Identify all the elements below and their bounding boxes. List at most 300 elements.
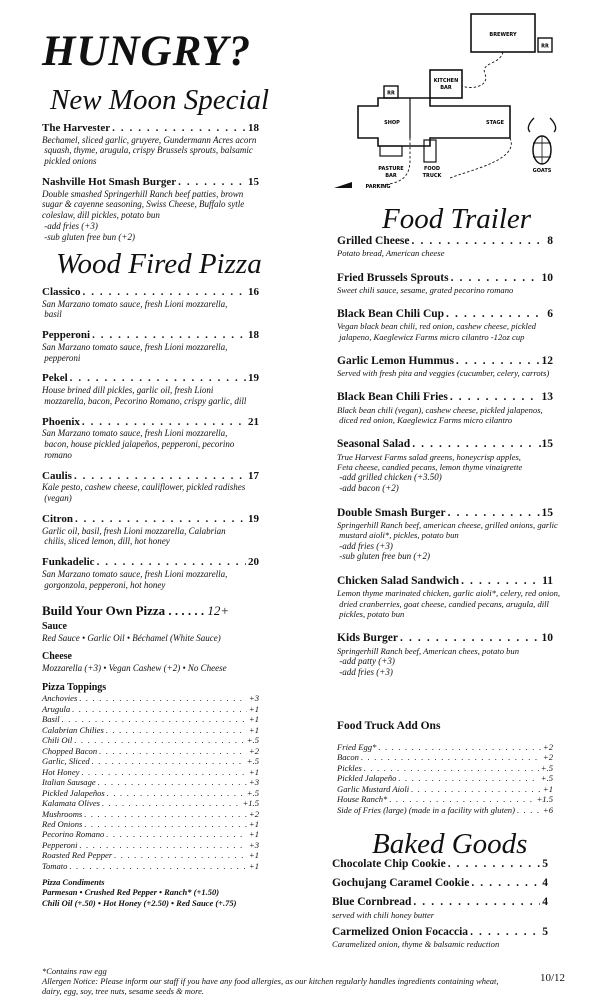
menu-item-row xyxy=(42,329,259,342)
menu-item-row xyxy=(42,286,259,299)
menu-item-description: (vegan) xyxy=(42,493,72,504)
list-item xyxy=(42,850,259,860)
menu-item-name: Classico xyxy=(42,286,81,298)
dot-leader xyxy=(448,507,540,520)
list-item xyxy=(42,693,259,703)
dot-leader xyxy=(378,742,541,752)
menu-item-description: Black bean chili (vegan), cashew cheese, pickled jalapenos, xyxy=(337,404,543,415)
list-item-name: Italian Sausage xyxy=(42,777,96,788)
food-trailer-title: Food Trailer xyxy=(382,203,532,235)
list-item-name: Mushrooms xyxy=(42,808,83,819)
dot-leader xyxy=(470,926,540,939)
list-item-price: +.5 xyxy=(540,773,553,784)
condiments-line-1: Parmesan • Crushed Red Pepper • Ranch* (+1.50) xyxy=(42,887,220,898)
venue-map xyxy=(330,10,610,200)
list-item-price: +1 xyxy=(248,819,259,829)
menu-item-description: Sweet chili sauce, sesame, grated pecorino romano xyxy=(337,284,514,295)
dot-leader xyxy=(102,798,240,808)
list-item-name: Anchovies xyxy=(42,693,78,704)
list-item-name: Arugula xyxy=(42,703,71,714)
list-item-name: Pickles xyxy=(337,762,362,773)
pizza-list xyxy=(42,286,259,599)
menu-item-description: San Marzano tomato sauce, fresh Lioni mozzarella, xyxy=(42,428,228,439)
menu-item-price: .15 xyxy=(538,438,553,451)
list-item xyxy=(42,704,259,714)
map-pasture-bar xyxy=(380,146,402,156)
list-item xyxy=(42,861,259,871)
menu-item xyxy=(42,556,259,590)
menu-item-description: pepperoni xyxy=(42,352,81,363)
list-item xyxy=(337,805,553,815)
menu-item-option: -add bacon (+2) xyxy=(337,482,399,493)
menu-item-name: Phoenix xyxy=(42,415,80,428)
menu-item-option: -sub gluten free bun (+2) xyxy=(42,231,135,242)
menu-item-name: Blue Cornbread xyxy=(332,896,412,909)
menu-item xyxy=(337,308,553,342)
dot-leader xyxy=(412,438,536,451)
menu-item-description: Garlic oil, basil, fresh Lioni mozzarella, Calabrian xyxy=(42,525,226,536)
toppings-label: Pizza Toppings xyxy=(42,682,107,694)
menu-item-description: served with chili honey butter xyxy=(332,909,435,920)
menu-item-price: 4 xyxy=(542,877,548,890)
menu-item-row xyxy=(337,355,553,368)
list-item xyxy=(42,767,259,777)
dot-leader xyxy=(450,391,540,404)
menu-item-name: Citron xyxy=(42,512,73,525)
menu-item xyxy=(332,877,548,890)
list-item-price: +1 xyxy=(248,829,259,840)
list-item xyxy=(42,840,259,850)
menu-item-description: Served with fresh pita and veggies (cucumber, celery, carrots) xyxy=(337,368,550,379)
list-item-name: Fried Egg* xyxy=(337,742,377,752)
dot-leader xyxy=(471,877,540,890)
dot-leader xyxy=(79,840,246,850)
dot-leader xyxy=(84,819,247,829)
list-item-name: Pecorino Romano xyxy=(42,829,105,840)
dot-leader xyxy=(461,575,540,588)
dot-leader xyxy=(82,416,246,429)
list-item xyxy=(337,784,553,794)
menu-item xyxy=(42,513,259,547)
list-item xyxy=(337,742,553,752)
menu-item-option: -add grilled chicken (+3.50) xyxy=(337,472,442,483)
menu-item-name: Kids Burger xyxy=(337,632,399,645)
dot-leader xyxy=(412,235,546,248)
list-item-name: Basil xyxy=(42,714,60,725)
list-item-name: Garlic Mustard Aioli xyxy=(337,783,410,794)
dot-leader xyxy=(178,176,246,189)
menu-item xyxy=(337,235,553,259)
map-kitchen-bar xyxy=(430,70,462,98)
pizza-title: Wood Fired Pizza xyxy=(56,248,262,280)
menu-item-description: Springerhill Ranch beef, American chees, potato bun xyxy=(337,645,520,656)
menu-item-option: -add fries (+3) xyxy=(337,666,393,677)
menu-item xyxy=(337,506,558,562)
dot-leader xyxy=(400,632,539,645)
menu-item xyxy=(42,176,259,243)
new-moon-list xyxy=(42,122,259,252)
menu-item-description: gorgonzola, pepperoni, hot honey xyxy=(42,579,166,590)
menu-item-description: Kale pesto, cashew cheese, cauliflower, pickled radishes xyxy=(42,482,246,493)
menu-item-price: 6 xyxy=(547,308,553,321)
menu-item-name: Pepperoni xyxy=(42,329,91,342)
dot-leader xyxy=(75,513,246,526)
footer xyxy=(42,966,512,997)
menu-item-description: mozzarella, bacon, Pecorino Romano, crispy garlic, dill xyxy=(42,395,247,406)
menu-item-name: Chocolate Chip Cookie xyxy=(332,858,446,870)
menu-item-row xyxy=(337,235,553,248)
list-item-name: Chili Oil xyxy=(42,735,73,746)
list-item-price: +2 xyxy=(542,752,553,763)
dot-leader xyxy=(70,372,246,385)
map-label-brewery: BREWERY xyxy=(489,32,517,38)
byo-name: Build Your Own Pizza xyxy=(42,603,166,618)
dot-leader xyxy=(106,725,247,735)
list-item xyxy=(337,752,553,762)
menu-item-description: San Marzano tomato sauce, fresh Lioni mozzarella, xyxy=(42,341,228,352)
allergen-notice: Allergen Notice: Please inform our staff if you have any food allergies, as our kitchen regularly handles ingredients containing wheat, dairy, egg, soy, tree nuts, sesame seeds & more. xyxy=(42,976,499,997)
menu-item-option: -add fries (+3) xyxy=(42,221,98,232)
list-item xyxy=(42,777,259,787)
menu-item-row xyxy=(42,556,259,569)
map-label-rr-left: RR xyxy=(387,90,395,97)
menu-item-description: San Marzano tomato sauce, fresh Lioni mozzarella, xyxy=(42,568,228,579)
menu-item-price: 5 xyxy=(542,858,548,870)
menu-item-row xyxy=(332,896,548,909)
raw-egg-note: *Contains raw egg xyxy=(42,966,107,976)
menu-item xyxy=(337,575,561,619)
menu-item-description: True Harvest Farms salad greens, honeycrisp apples, xyxy=(337,451,521,462)
dot-leader xyxy=(74,735,244,745)
baked-goods-list xyxy=(332,858,548,956)
menu-item-row xyxy=(337,632,553,645)
menu-item-description: mustard aioli*, pickles, potato bun xyxy=(337,530,459,541)
list-item xyxy=(337,794,553,804)
menu-item-description: jalapeno, Kaeglewicz Farms micro cilantro -12oz cup xyxy=(337,331,525,342)
menu-item-price: 13 xyxy=(541,391,553,404)
list-item-name: Side of Fries (large) (made in a facility with gluten) xyxy=(337,804,515,815)
menu-item-row xyxy=(332,877,548,890)
menu-item-price: 19 xyxy=(248,512,259,525)
new-moon-title: New Moon Special xyxy=(50,84,270,116)
menu-item-row xyxy=(337,438,553,451)
list-item xyxy=(42,746,259,756)
list-item-name: Calabrian Chilies xyxy=(42,724,104,735)
dot-leader xyxy=(83,286,247,299)
list-item-name: Tomato xyxy=(42,860,68,871)
menu-item-name: Chicken Salad Sandwich xyxy=(337,575,460,588)
list-item-name: Red Onions xyxy=(42,819,83,829)
menu-item xyxy=(42,470,259,504)
list-item xyxy=(337,773,553,783)
menu-item-row xyxy=(42,416,259,429)
menu-item-price: 8 xyxy=(547,235,553,247)
byo-section xyxy=(42,603,262,910)
list-item-price: +.5 xyxy=(246,756,259,767)
menu-item-price: 19 xyxy=(248,372,259,385)
menu-item-row xyxy=(332,926,548,939)
menu-item-price: 15 xyxy=(541,506,553,519)
map-label-pasture: PASTURE xyxy=(378,166,404,172)
list-item xyxy=(42,725,259,735)
menu-item-option: -add patty (+3) xyxy=(337,655,395,666)
menu-item-name: Seasonal Salad xyxy=(337,438,411,451)
food-trailer-list xyxy=(337,235,561,690)
menu-item-description: Feta cheese, candied pecans, lemon thyme vinaigrette xyxy=(337,461,523,472)
menu-item-name: Grilled Cheese xyxy=(337,235,410,247)
menu-item xyxy=(42,286,259,320)
menu-item-description: Caramelized onion, thyme & balsamic reduction xyxy=(332,939,500,950)
menu-item-description: San Marzano tomato sauce, fresh Lioni mozzarella, xyxy=(42,298,228,309)
menu-item-name: Double Smash Burger xyxy=(337,506,446,519)
menu-item-row xyxy=(332,858,548,871)
list-item xyxy=(42,829,259,839)
toppings-list xyxy=(42,693,259,871)
list-item xyxy=(42,756,259,766)
menu-item-row xyxy=(337,575,553,588)
map-label-parking: PARKING xyxy=(365,184,391,190)
menu-item xyxy=(332,926,548,950)
dot-leader xyxy=(112,122,246,135)
menu-item-description: Potato bread, American cheese xyxy=(337,248,445,259)
dot-leader xyxy=(517,805,541,815)
menu-item-row xyxy=(42,122,259,135)
menu-item-row xyxy=(337,507,553,520)
map-label-stage: STAGE xyxy=(485,120,505,126)
menu-item-row xyxy=(42,513,259,526)
dot-leader xyxy=(107,788,245,798)
menu-item-row xyxy=(42,470,259,483)
map-label-pasture-bar: BAR xyxy=(385,173,397,179)
list-item-price: +1.5 xyxy=(536,794,553,805)
list-item-price: +3 xyxy=(248,839,259,850)
dot-leader xyxy=(411,784,541,794)
sauce-options: Red Sauce • Garlic Oil • Béchamel (White Sauce) xyxy=(42,633,221,643)
menu-item xyxy=(42,329,259,363)
map-label-kitchen-bar: BAR xyxy=(440,85,452,91)
add-ons-title: Food Truck Add Ons xyxy=(337,720,441,732)
menu-item-description: pickled onions xyxy=(42,156,97,167)
list-item xyxy=(337,763,553,773)
list-item-name: Pepperoni xyxy=(42,839,78,850)
menu-item-name: The Harvester xyxy=(42,122,111,134)
menu-item-name: Carmelized Onion Focaccia xyxy=(332,925,469,938)
menu-item-price: 12 xyxy=(541,354,553,367)
menu-item-description: dried cranberries, goat cheese, candied pecans, arugula, dill xyxy=(337,598,549,609)
menu-item xyxy=(337,632,553,677)
list-item-name: House Ranch* xyxy=(337,794,388,805)
list-item-name: Kalamata Olives xyxy=(42,798,101,809)
dot-leader xyxy=(413,896,540,909)
list-item xyxy=(42,714,259,724)
menu-item-description: romano xyxy=(42,449,72,460)
menu-item xyxy=(42,122,259,167)
menu-item-price: 21 xyxy=(248,415,259,428)
list-item-price: +1 xyxy=(248,850,259,861)
dot-leader xyxy=(114,850,247,860)
cheese-label: Cheese xyxy=(42,650,72,662)
list-item-name: Roasted Red Pepper xyxy=(42,850,113,861)
menu-item-price: 4 xyxy=(542,896,548,909)
menu-item-name: Caulis xyxy=(42,469,72,482)
dot-leader xyxy=(361,752,541,762)
menu-item-name: Black Bean Chili Fries xyxy=(337,391,448,404)
dot-leader xyxy=(62,714,247,724)
dot-leader xyxy=(456,355,540,368)
menu-item-description: pickles, potato bun xyxy=(337,609,405,619)
menu-item-description: Lemon thyme marinated chicken, garlic aioli*, celery, red onion, xyxy=(337,588,561,599)
dot-leader xyxy=(99,746,247,756)
dot-leader xyxy=(81,767,246,777)
menu-item-row xyxy=(337,308,553,321)
map-label-food: FOOD xyxy=(423,166,441,172)
menu-item-price: 20 xyxy=(248,556,259,569)
menu-item-description: Bechamel, sliced garlic, gruyere, Gundermann Acres acorn xyxy=(42,134,257,145)
dot-leader xyxy=(106,829,247,839)
list-item-price: +1.5 xyxy=(242,798,259,809)
parking-arrow-icon xyxy=(334,182,352,188)
list-item-price: +1 xyxy=(542,783,553,794)
list-item-price: +1 xyxy=(248,860,259,871)
menu-item xyxy=(337,391,553,425)
map-label-goats: GOATS xyxy=(532,168,552,174)
list-item xyxy=(42,798,259,808)
list-item-price: +1 xyxy=(248,703,259,714)
menu-item xyxy=(337,272,553,296)
dot-leader xyxy=(389,794,534,804)
menu-item-row xyxy=(337,391,553,404)
byo-header xyxy=(42,603,262,619)
map-label-shop: SHOP xyxy=(384,120,400,126)
menu-item-description: coleslaw, dill pickles, potato bun xyxy=(42,210,160,221)
list-item-price: +2 xyxy=(248,808,259,819)
menu-item-price: 17 xyxy=(248,469,259,482)
sauce-label: Sauce xyxy=(42,621,67,632)
list-item xyxy=(42,809,259,819)
dot-leader xyxy=(398,773,538,783)
menu-item-price: 16 xyxy=(248,286,259,298)
menu-item-row xyxy=(42,176,259,189)
dot-leader xyxy=(364,763,539,773)
menu-item-price: 11 xyxy=(542,575,553,588)
list-item-price: +.5 xyxy=(246,787,259,798)
dot-leader xyxy=(451,272,540,285)
menu-item-row xyxy=(337,272,553,285)
condiments-line-2: Chili Oil (+.50) • Hot Honey (+2.50) • Red Sauce (+.75) xyxy=(42,898,237,909)
menu-item-description: diced red onion, Kaeglewicz Farms micro cilantro xyxy=(337,414,513,425)
dot-leader xyxy=(97,556,246,569)
menu-item-price: 18 xyxy=(248,329,259,342)
list-item-price: +3 xyxy=(248,693,259,704)
list-item-price: +.5 xyxy=(540,762,553,773)
menu-item xyxy=(337,355,553,379)
menu-item-price: 15 xyxy=(248,176,259,189)
list-item-price: +3 xyxy=(248,777,259,788)
menu-item-description: Double smashed Springerhill Ranch beef patties, brown xyxy=(42,188,244,199)
list-item-price: +6 xyxy=(542,804,553,815)
list-item xyxy=(42,819,259,829)
menu-item-option: -add fries (+3) xyxy=(337,540,393,551)
menu-item-description: Vegan black bean chili, red onion, cashew cheese, pickled xyxy=(337,321,536,332)
menu-item-name: Fried Brussels Sprouts xyxy=(337,271,449,284)
menu-item xyxy=(332,896,548,920)
list-item-price: +1 xyxy=(248,724,259,735)
list-item-price: +.5 xyxy=(246,735,259,746)
list-item-name: Hot Honey xyxy=(42,766,80,777)
list-item-price: +2 xyxy=(542,742,553,752)
dot-leader xyxy=(92,329,246,342)
map-label-kitchen: KITCHEN xyxy=(433,78,459,84)
add-ons-section xyxy=(337,720,553,815)
menu-item-option: -sub gluten free bun (+2) xyxy=(337,551,430,562)
menu-item-name: Garlic Lemon Hummus xyxy=(337,354,454,367)
list-item xyxy=(42,735,259,745)
dot-leader xyxy=(446,308,545,321)
menu-item-description: Springerhill Ranch beef, american cheese, grilled onions, garlic xyxy=(337,519,558,530)
goat-barrel-icon xyxy=(528,118,555,164)
menu-item-price: 18 xyxy=(248,122,259,134)
menu-item-description: bacon, house pickled jalapeños, pepperoni, pecorino xyxy=(42,439,235,450)
cheese-options: Mozzarella (+3) • Vegan Cashew (+2) • No Cheese xyxy=(42,662,227,673)
list-item-name: Pickled Jalapeños xyxy=(42,787,105,798)
list-item-price: +2 xyxy=(248,745,259,756)
dot-leader xyxy=(84,809,247,819)
menu-item-name: Pekel xyxy=(42,372,68,385)
page-title: HUNGRY? xyxy=(42,28,252,75)
list-item-name: Chopped Bacon xyxy=(42,745,98,756)
baked-goods-title: Baked Goods xyxy=(372,828,528,860)
map-label-rr-top: RR xyxy=(541,43,549,50)
menu-item xyxy=(42,416,259,461)
list-item-name: Pickled Jalapeño xyxy=(337,773,397,784)
menu-item xyxy=(337,438,553,493)
dot-leader xyxy=(448,858,541,871)
list-item xyxy=(42,788,259,798)
menu-item-price: 10 xyxy=(541,632,553,645)
page-number: 10/12 xyxy=(540,972,566,984)
list-item-name: Garlic, Sliced xyxy=(42,756,90,767)
menu-item-row xyxy=(42,372,259,385)
menu-item-name: Funkadelic xyxy=(42,556,95,569)
menu-item-price: 5 xyxy=(542,925,548,938)
menu-item-description: basil xyxy=(42,309,62,320)
dot-leader xyxy=(74,470,246,483)
dot-leader xyxy=(69,861,246,871)
menu-item-name: Nashville Hot Smash Burger xyxy=(42,176,177,189)
dot-leader xyxy=(92,756,245,766)
list-item-name: Bacon xyxy=(337,752,359,763)
dot-leader xyxy=(79,693,247,703)
map-label-food-truck: TRUCK xyxy=(422,173,442,179)
menu-item-name: Gochujang Caramel Cookie xyxy=(332,877,470,890)
list-item-price: +1 xyxy=(248,766,259,777)
menu-item xyxy=(42,372,259,406)
byo-price: 12+ xyxy=(207,603,230,618)
menu-item-description: chilis, sliced lemon, dill, hot honey xyxy=(42,536,170,547)
dot-leader xyxy=(98,777,247,787)
byo-dots: . . . . . . xyxy=(168,603,205,618)
list-item-price: +1 xyxy=(248,714,259,725)
menu-item-name: Black Bean Chili Cup xyxy=(337,308,445,321)
dot-leader xyxy=(72,704,247,714)
add-ons-list xyxy=(337,742,553,815)
menu-item-description: sugar & cayenne seasoning, Swiss Cheese, Buffalo sytle xyxy=(42,199,245,210)
menu-item-description: squash, thyme, arugula, crispy Brussels sprouts, balsamic xyxy=(42,145,253,156)
menu-item-description: House brined dill pickles, garlic oil, fresh Lioni xyxy=(42,385,214,396)
menu-item-price: 10 xyxy=(541,271,553,284)
menu-item xyxy=(332,858,548,871)
condiments-label: Pizza Condiments xyxy=(42,877,105,888)
